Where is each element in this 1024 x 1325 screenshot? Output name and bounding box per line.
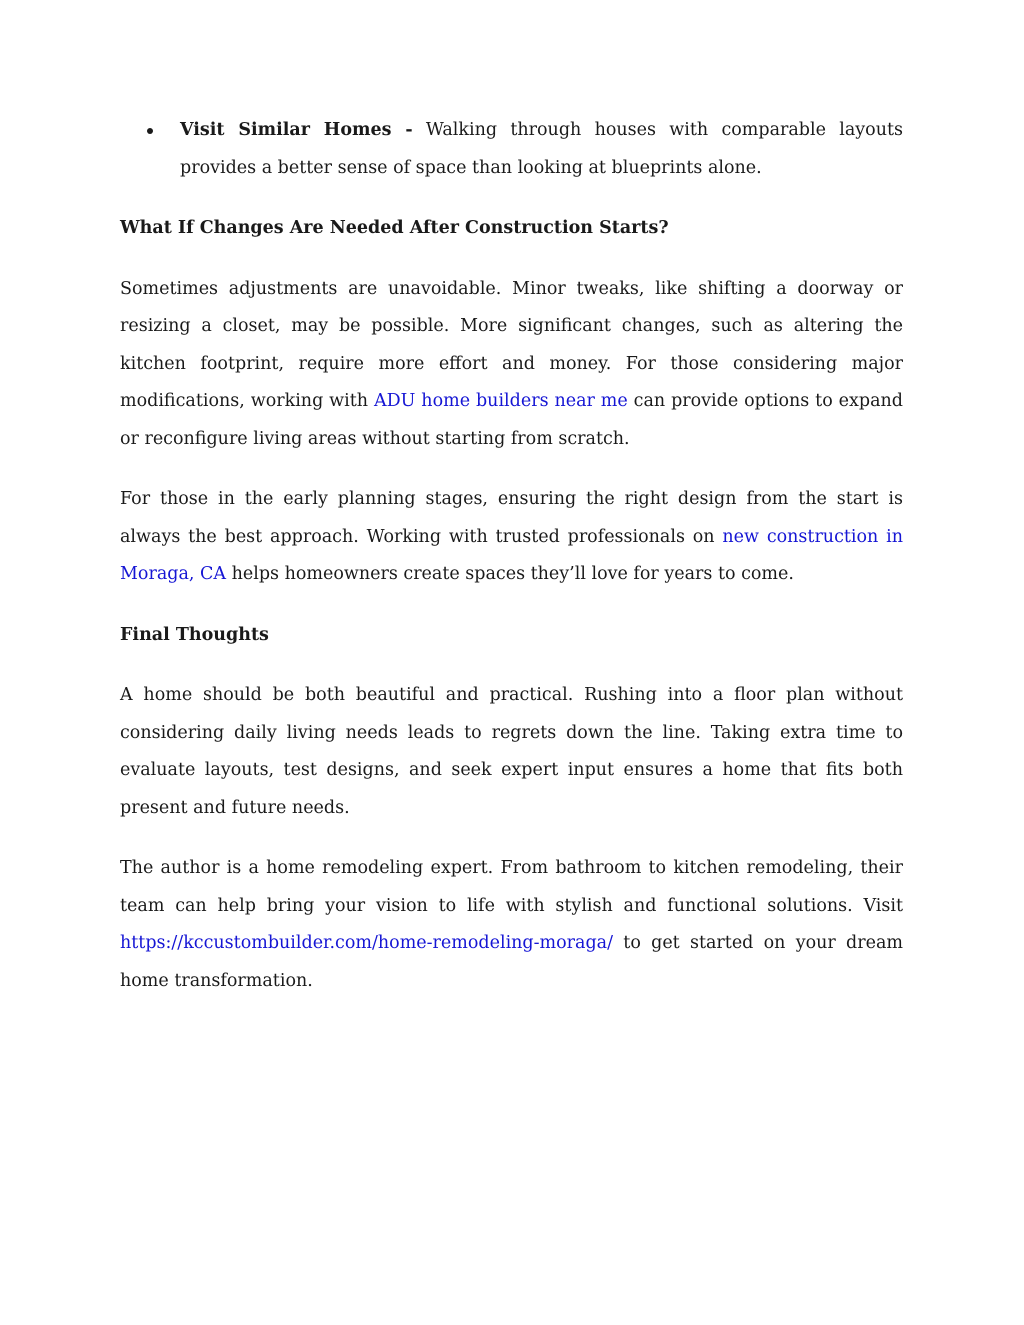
paragraph-changes (120, 271, 903, 459)
paragraph-text: can provide options to expand or reconfigure living areas without starting from scratch. (120, 391, 903, 449)
link-kccustombuilder[interactable]: https://kccustombuilder.com/home-remodeling-moraga/ (120, 933, 614, 953)
paragraph-final-thoughts: A home should be both beautiful and practical. Rushing into a floor plan without considering daily living needs leads to regrets down the line. Taking extra time to evaluate layouts, test designs, and seek expert input ensures a home that fits both present and future needs. (120, 685, 903, 818)
paragraph-text: For those in the early planning stages, ensuring the right design from the start is always the best approach. Working with trusted professionals on (120, 489, 903, 547)
paragraph-planning (120, 481, 903, 594)
link-adu-home-builders[interactable]: ADU home builders near me (373, 391, 628, 411)
bullet-text: Walking through houses with comparable layouts provides a better sense of space than looking at blueprints alone. (180, 120, 903, 178)
paragraph-text: The author is a home remodeling expert. From bathroom to kitchen remodeling, their team can help bring your vision to life with stylish and functional solutions. Visit (120, 858, 903, 916)
bullet-title: Visit Similar Homes - (180, 120, 413, 140)
paragraph-text: Sometimes adjustments are unavoidable. Minor tweaks, like shifting a doorway or resizing a closet, may be possible. More significant changes, such as altering the kitchen footprint, require more effort and money. For those considering major modifications, working with (120, 278, 903, 411)
section-heading-final-thoughts: Final Thoughts (120, 624, 269, 645)
section-heading-changes: What If Changes Are Needed After Construction Starts? (120, 218, 669, 238)
list-item-visit-similar-homes (120, 112, 903, 187)
paragraph-text: helps homeowners create spaces they’ll love for years to come. (226, 564, 794, 584)
link-new-construction-moraga[interactable]: new construction in Moraga, CA (120, 526, 904, 584)
paragraph-author (120, 850, 903, 1000)
bullet-icon (147, 128, 153, 134)
document-page (120, 112, 903, 1000)
paragraph-text: to get started on your dream home transformation. (120, 933, 903, 991)
